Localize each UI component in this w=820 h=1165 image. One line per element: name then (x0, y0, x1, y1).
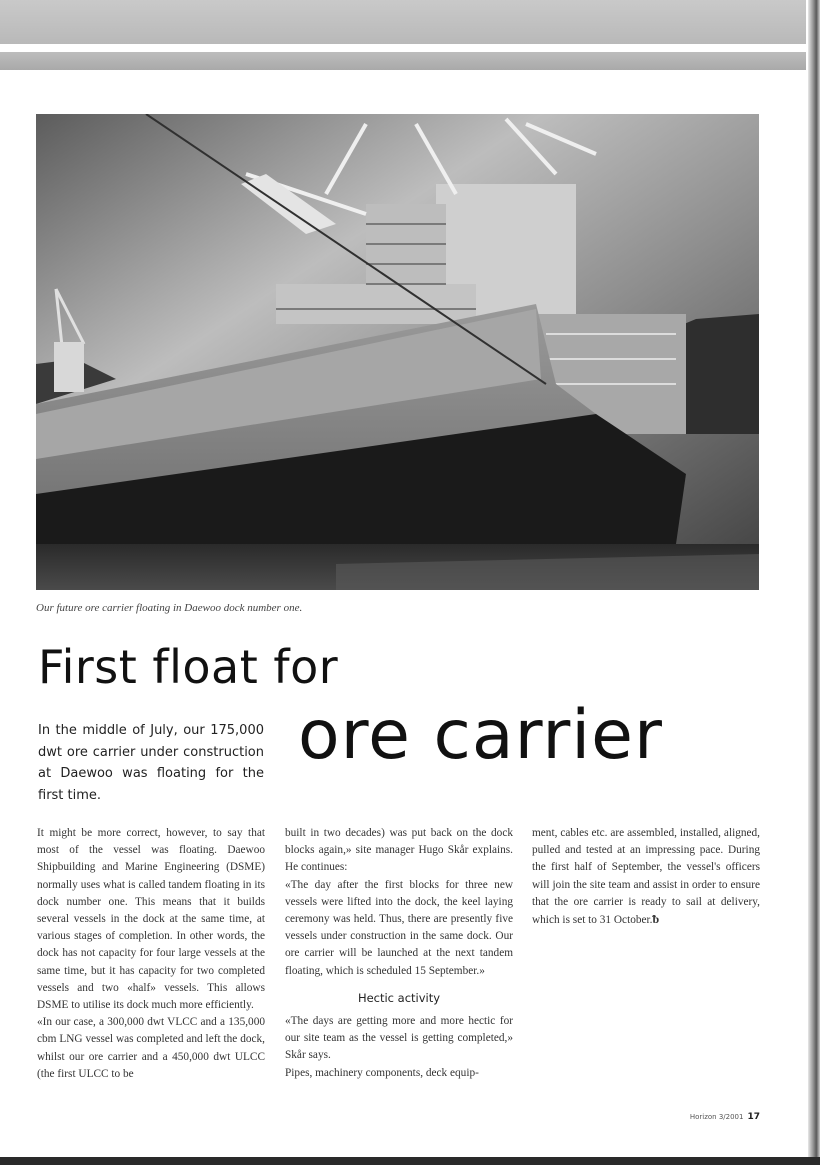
ship-photo (36, 114, 759, 590)
paragraph: «The days are getting more and more hectic for our site team as the vessel is getting completed,» Skår says. (285, 1015, 513, 1062)
page-number: 17 (747, 1112, 760, 1122)
page-footer (660, 1112, 760, 1122)
footer-issue: Horizon 3/2001 (689, 1113, 744, 1121)
headline-line-2: ore carrier (298, 696, 663, 775)
paragraph-text: ment, cables etc. are assembled, installed, aligned, pulled and tested at an impressing pace. During the first half of September, the vessel's officers will join the site team and assist in order to ensure that the ore carrier is ready to sail at delivery, which is set to 31 October. (532, 827, 760, 927)
text-column-2 (285, 825, 513, 1082)
text-column-3 (532, 825, 760, 929)
top-margin-stripe (0, 52, 806, 70)
subheading: Hectic activity (357, 990, 441, 1005)
top-margin-bar (0, 0, 806, 46)
paragraph: Pipes, machinery components, deck equip- (285, 1066, 479, 1079)
intro-paragraph: In the middle of July, our 175,000 dwt ore carrier under construction at Daewoo was floating for the first time. (38, 723, 264, 803)
paragraph (532, 825, 760, 929)
ship-photo-illustration (36, 114, 759, 590)
page-binding-edge (808, 0, 820, 1165)
paragraph: «In our case, a 300,000 dwt VLCC and a 135,000 cbm LNG vessel was completed and left the dock, whilst our ore carrier and a 450,000 dwt ULCC (the first ULCC to be (37, 1016, 265, 1080)
page-bottom-edge (0, 1157, 820, 1165)
paragraph: «The day after the first blocks for three new vessels were lifted into the dock, the keel laying ceremony was held. Thus, there are presently five vessels under construction in the same dock. Our ore carrier will be launched at the next tandem floating, which is scheduled 15 September.» (285, 878, 513, 977)
paragraph: built in two decades) was put back on the dock blocks again,» site manager Hugo Skår explains. He continues: (285, 827, 513, 874)
photo-caption: Our future ore carrier floating in Daewoo dock number one. (36, 602, 303, 614)
headline-line-1: First float for (38, 640, 339, 694)
text-column-1 (37, 825, 265, 1083)
end-mark-icon: ᵬ (652, 912, 660, 927)
paragraph: It might be more correct, however, to say that most of the vessel was floating. Daewoo Shipbuilding and Marine Engineering (DSME) normally uses what is called tandem floating in its dock number one. This means that it builds several vessels in the dock at the same time, at various stages of completion. In other words, the dock has not capacity for four large vessels at the same time, but it has capacity for two completed vessels and two «half» vessels. This allows DSME to utilise its dock much more efficiently. (37, 827, 265, 1012)
